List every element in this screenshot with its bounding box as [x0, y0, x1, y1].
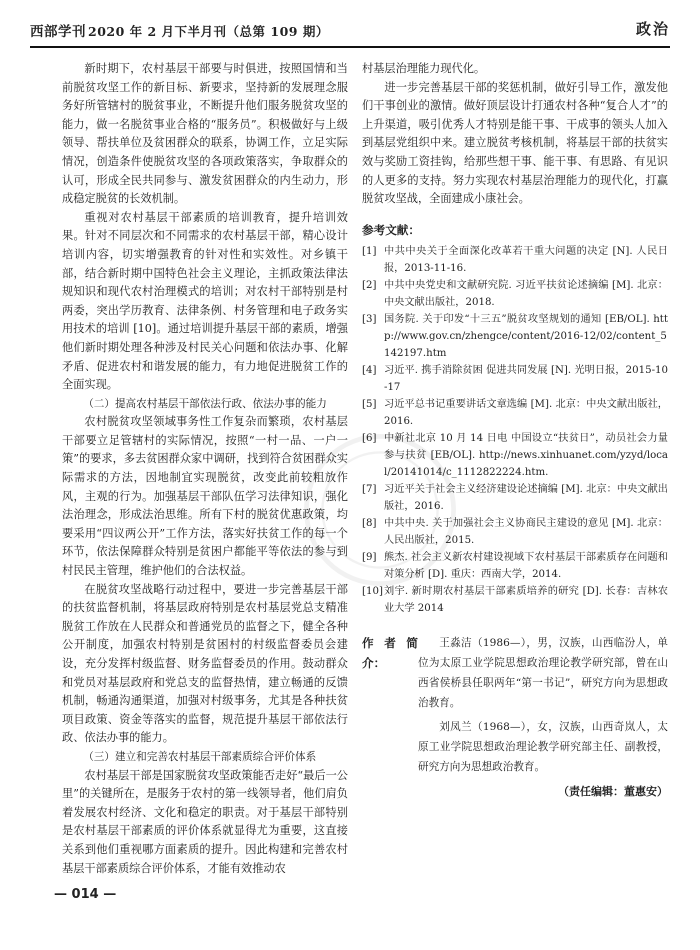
- reference-item: [362, 549, 668, 583]
- reference-item: [362, 583, 668, 617]
- body-paragraph: 农村脱贫攻坚领域事务性工作复杂而繁琐，农村基层干部要立足管辖村的实际情况，按照“一村一品、一户一策”的要求，多去贫困群众家中调研，找到符合贫困群众实际需求的方法，因地制宜实现脱贫，改变此前较粗放作风，主观的行为。加强基层干部队伍学习法律知识，强化法治理念，形成法治思维。所有下村的脱贫优惠政策，均要采用“四议两公开”工作方法，落实好扶贫工作的每一个环节，依法保障群众特别是贫困户都能平等依法的参与到村民民主管理，维护他们的合法权益。: [62, 415, 348, 578]
- journal-info: [30, 20, 329, 40]
- body-paragraph: 在脱贫攻坚战略行动过程中，要进一步完善基层干部的扶贫监督机制，将基层政府特别是农村基层党总支精准脱贫工作放在人民群众和普通党员的监督之下，健全各种公开制度，加强农村特别是贫困村的村级监督委员会建设，充分发挥村级监督、财务监督委员的作用。鼓动群众和党员对基层政府和党总支的监督热情，建立畅通的反馈机制，畅通沟通渠道，加强对村级事务，尤其是各种扶贫项目政策、资金等落实的监督，规范提升基层干部依法行政、依法办事的能力。: [62, 582, 348, 745]
- reference-text: 习近平. 携手消除贫困 促进共同发展 [N]. 光明日报，2015-10-17: [384, 365, 668, 394]
- reference-item: [362, 430, 668, 481]
- reference-item: [362, 481, 668, 515]
- reference-text: 中共中央关于全面深化改革若干重大问题的决定 [N]. 人民日报，2013-11-16.: [384, 246, 668, 275]
- page-number: — 014 —: [54, 887, 117, 902]
- reference-text: 习近平关于社会主义经济建设论述摘编 [M]. 北京：中央文献出版社，2016.: [384, 484, 668, 513]
- reference-text: 刘宇. 新时期农村基层干部素质培养的研究 [D]. 长春：吉林农业大学 2014: [384, 586, 668, 615]
- reference-text: 国务院. 关于印发“十三五”脱贫攻坚规划的通知 [EB/OL]. http://www.gov.cn/zhengce/content/2016-12/02/content_5142197.htm: [384, 314, 668, 360]
- section-subheading: （三）建立和完善农村基层干部素质综合评价体系: [83, 750, 317, 763]
- author-intro: [362, 633, 668, 777]
- reference-text: 中共中央. 关于加强社会主义协商民主建设的意见 [M]. 北京：人民出版社，2015.: [384, 518, 668, 547]
- reference-number: [6]: [362, 433, 377, 445]
- right-column: [362, 60, 668, 802]
- body-paragraph: 进一步完善基层干部的奖惩机制，做好引导工作，激发他们干事创业的激情。做好顶层设计打通农村各种“复合人才”的上升渠道，吸引优秀人才特别是能干事、干成事的领头人加入到基层党组织中来。建立脱贫考核机制，将基层干部的扶贫实效与奖励工资挂钩，给那些想干事、能干事、有思路、有见识的人更多的支持。努力实现农村基层治理能力的现代化，打赢脱贫攻坚战，全面建成小康社会。: [362, 80, 668, 206]
- left-column: [62, 60, 348, 878]
- reference-item: [362, 311, 668, 362]
- journal-name: 西部学刊: [30, 24, 86, 40]
- reference-item: [362, 277, 668, 311]
- author-intro-label: 作者简介：: [362, 636, 418, 671]
- reference-text: 习近平总书记重要讲话文章选编 [M]. 北京：中央文献出版社，2016.: [384, 399, 668, 428]
- reference-number: [8]: [362, 518, 377, 530]
- reference-item: [362, 243, 668, 277]
- page-header: [30, 18, 670, 44]
- reference-number: [2]: [362, 280, 377, 292]
- section-label: 政治: [635, 20, 670, 38]
- author-paragraph: 刘凤兰（1968—），女，汉族，山西奇岚人，太原工业学院思想政治理论教学研究部主任、副教授，研究方向为思想政治教育。: [418, 721, 668, 774]
- body-paragraph: 新时期下，农村基层干部要与时俱进，按照国情和当前脱贫攻坚工作的新目标、新要求，坚持新的发展理念服务好所管辖村的脱贫事业，不断提升他们服务脱贫攻坚的能力，做一名脱贫事业合格的“服务员”。积极做好与上级领导、帮扶单位及贫困群众的联系，协调工作，立足实际情况，创造条件使脱贫攻坚的各项政策落实，争取群众的认可，形成全民共同参与、激发贫困群众的内生动力，形成稳定脱贫的长效机制。: [62, 62, 348, 206]
- reference-number: [10]: [362, 586, 383, 598]
- reference-text: 熊杰. 社会主义新农村建设视域下农村基层干部素质存在问题和对策分析 [D]. 重庆：西南大学，2014.: [384, 552, 668, 581]
- references-title: 参考文献：: [362, 222, 420, 237]
- reference-number: [5]: [362, 399, 377, 411]
- body-paragraph: 村基层治理能力现代化。: [362, 62, 486, 75]
- reference-number: [1]: [362, 246, 377, 258]
- author-intro-body: [418, 633, 668, 777]
- reference-text: 中共中央党史和文献研究院. 习近平扶贫论述摘编 [M]. 北京：中央文献出版社，2018.: [384, 280, 668, 309]
- reference-number: [4]: [362, 365, 377, 377]
- header-rule: [30, 46, 670, 48]
- body-paragraph: 农村基层干部是国家脱贫攻坚政策能否走好“最后一公里”的关键所在，是服务于农村的第一线领导者，他们肩负着发展农村经济、文化和稳定的职责。对于基层干部特别是农村基层干部素质的评价体系就显得尤为重要，这直接关系到他们重视哪方面素质的提升。因此构建和完善农村基层干部素质综合评价体系，才能有效推动农: [62, 768, 348, 875]
- author-paragraph: 王淼洁（1986—），男，汉族，山西临汾人，单位为太原工业学院思想政治理论教学研究部，曾在山西省侯桥县任职两年“第一书记”，研究方向为思想政治教育。: [418, 637, 668, 710]
- references-list: [362, 243, 668, 617]
- reference-number: [7]: [362, 484, 377, 496]
- issue-info: 2020 年 2 月下半月刊（总第 109 期）: [88, 24, 329, 39]
- reference-item: [362, 362, 668, 396]
- reference-item: [362, 515, 668, 549]
- body-paragraph: 重视对农村基层干部素质的培训教育，提升培训效果。针对不同层次和不同需求的农村基层干部，精心设计培训内容，切实增强教育的针对性和实效性。对乡镇干部，结合新时期中国特色社会主义理论，主抓政策法律法规知识和现代农村治理模式的培训；对农村干部特别是村两委，突出学历教育、法律条例、村务管理和电子政务实用技术的培训 [10]。通过培训提升基层干部的素质，增强他们新时期处理各种涉及村民关心问题和依法办事、化解矛盾、促进农村和谐发展的能力，有力地促进脱贫工作的全面实现。: [62, 210, 348, 392]
- reference-number: [9]: [362, 552, 377, 564]
- section-subheading: （二）提高农村基层干部依法行政、依法办事的能力: [83, 397, 327, 410]
- reference-text: 中新社北京 10 月 14 日电 中国设立“扶贫日”，动员社会力量参与扶贫 [EB/OL]. http://news.xinhuanet.com/yzyd/local/20141014/c_1112822224.htm.: [384, 433, 668, 479]
- reference-item: [362, 396, 668, 430]
- right-column-intro: [362, 60, 668, 209]
- responsible-editor: （责任编辑：董惠安）: [558, 785, 668, 799]
- reference-number: [3]: [362, 314, 377, 326]
